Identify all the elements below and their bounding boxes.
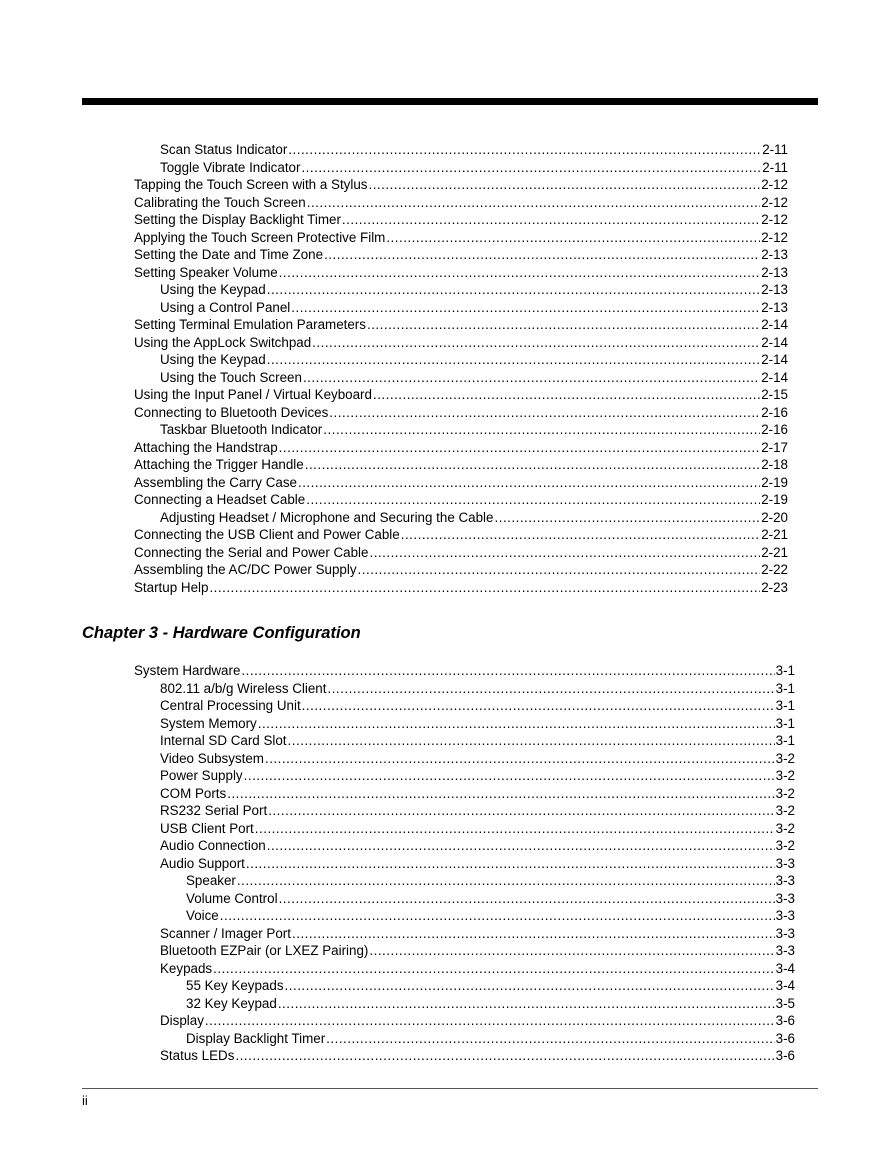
toc-entry-page: 3-1 xyxy=(775,698,795,713)
toc-entry[interactable] xyxy=(134,680,795,698)
toc-entry[interactable] xyxy=(134,890,795,908)
toc-entry-title: Connecting a Headset Cable xyxy=(134,492,306,507)
toc-leader-dots xyxy=(373,386,760,404)
toc-entry-page: 3-2 xyxy=(775,750,795,766)
toc-entry-page: 3-2 xyxy=(775,803,795,818)
toc-entry[interactable] xyxy=(134,211,788,229)
toc-entry-title: Connecting to Bluetooth Devices xyxy=(134,404,329,420)
toc-leader-dots xyxy=(279,890,775,908)
toc-entry[interactable] xyxy=(134,820,795,838)
toc-leader-dots xyxy=(279,264,761,282)
toc-entry-title: Bluetooth EZPair (or LXEZ Pairing) xyxy=(160,943,369,958)
toc-entry[interactable] xyxy=(134,351,788,369)
toc-leader-dots xyxy=(288,141,761,159)
toc-leader-dots xyxy=(305,456,760,474)
toc-entry[interactable] xyxy=(134,1047,795,1065)
toc-entry-title: Internal SD Card Slot xyxy=(160,733,287,748)
toc-entry-page: 3-6 xyxy=(775,1048,795,1063)
toc-entry-page: 3-5 xyxy=(775,995,795,1011)
toc-entry-title: Using the Touch Screen xyxy=(160,369,302,385)
toc-entry-title: System Hardware xyxy=(134,663,241,678)
toc-leader-dots xyxy=(303,369,760,387)
toc-leader-dots xyxy=(220,907,775,925)
toc-leader-dots xyxy=(227,785,774,803)
toc-entry-title: Toggle Vibrate Indicator xyxy=(160,159,301,175)
toc-entry[interactable] xyxy=(134,561,788,579)
toc-entry-page: 3-2 xyxy=(775,785,795,801)
toc-entry[interactable] xyxy=(134,942,795,960)
toc-entry-title: Using the AppLock Switchpad xyxy=(134,334,312,350)
toc-entry[interactable] xyxy=(134,299,788,317)
toc-entry[interactable] xyxy=(134,246,788,264)
toc-entry[interactable] xyxy=(134,544,788,562)
toc-leader-dots xyxy=(255,820,775,838)
toc-entry[interactable] xyxy=(134,697,795,715)
toc-leader-dots xyxy=(329,404,760,422)
toc-entry-title: Using a Control Panel xyxy=(160,299,291,315)
toc-entry[interactable] xyxy=(134,264,788,282)
toc-entry-page: 2-14 xyxy=(761,317,788,332)
toc-entry-page: 3-6 xyxy=(775,1013,795,1028)
toc-leader-dots xyxy=(302,697,775,715)
toc-leader-dots xyxy=(213,960,775,978)
toc-entry-page: 3-2 xyxy=(775,768,795,783)
toc-leader-dots xyxy=(401,526,760,544)
toc-leader-dots xyxy=(268,802,774,820)
toc-entry[interactable] xyxy=(134,750,795,768)
toc-leader-dots xyxy=(235,1047,774,1065)
toc-entry[interactable] xyxy=(134,526,788,544)
toc-entry-page: 3-1 xyxy=(775,715,795,731)
toc-entry[interactable] xyxy=(134,194,788,212)
toc-entry[interactable] xyxy=(134,509,788,527)
toc-leader-dots xyxy=(368,176,760,194)
toc-entry[interactable] xyxy=(134,925,795,943)
toc-entry-title: Central Processing Unit xyxy=(160,698,301,713)
toc-entry-page: 2-14 xyxy=(761,352,788,367)
toc-entry-title: System Memory xyxy=(160,715,257,731)
toc-entry[interactable] xyxy=(134,977,795,995)
toc-entry-title: Setting Terminal Emulation Parameters xyxy=(134,317,366,332)
toc-leader-dots xyxy=(298,474,760,492)
toc-entry[interactable] xyxy=(134,369,788,387)
toc-entry-title: Using the Keypad xyxy=(160,282,266,297)
page-number: ii xyxy=(82,1093,88,1108)
toc-entry-title: RS232 Serial Port xyxy=(160,803,268,818)
toc-entry-page: 3-1 xyxy=(775,680,795,696)
toc-leader-dots xyxy=(386,229,760,247)
toc-entry-page: 2-12 xyxy=(761,212,788,227)
toc-entry-page: 3-3 xyxy=(775,908,795,923)
header-rule xyxy=(82,98,818,105)
toc-entry-page: 3-3 xyxy=(775,890,795,906)
toc-entry[interactable] xyxy=(134,491,788,509)
toc-entry-title: Scanner / Imager Port xyxy=(160,925,291,941)
toc-leader-dots xyxy=(369,942,774,960)
toc-entry-title: Setting the Date and Time Zone xyxy=(134,247,324,262)
toc-entry-title: Calibrating the Touch Screen xyxy=(134,194,306,210)
toc-leader-dots xyxy=(307,194,760,212)
toc-entry-title: USB Client Port xyxy=(160,820,254,836)
toc-entry-page: 2-20 xyxy=(761,509,788,525)
toc-leader-dots xyxy=(237,872,775,890)
toc-entry[interactable] xyxy=(134,960,795,978)
toc-entry[interactable] xyxy=(134,907,795,925)
toc-entry-page: 2-13 xyxy=(761,282,788,297)
footer-rule xyxy=(82,1088,818,1089)
toc-entry[interactable] xyxy=(134,767,795,785)
toc-leader-dots xyxy=(205,1012,775,1030)
toc-entry[interactable] xyxy=(134,579,788,597)
toc-entry-title: Power Supply xyxy=(160,768,243,783)
toc-leader-dots xyxy=(301,159,761,177)
toc-entry-title: Setting the Display Backlight Timer xyxy=(134,212,341,227)
toc-entry[interactable] xyxy=(134,715,795,733)
toc-leader-dots xyxy=(292,925,775,943)
toc-entry[interactable] xyxy=(134,404,788,422)
toc-entry[interactable] xyxy=(134,421,788,439)
toc-entry-page: 2-12 xyxy=(761,177,788,192)
toc-entry-title: 55 Key Keypads xyxy=(186,978,284,993)
toc-entry[interactable] xyxy=(134,1030,795,1048)
toc-leader-dots xyxy=(285,977,775,995)
toc-entry-page: 3-2 xyxy=(775,820,795,836)
toc-entry[interactable] xyxy=(134,855,795,873)
toc-entry-title: Scan Status Indicator xyxy=(160,142,288,157)
toc-entry-page: 2-13 xyxy=(761,299,788,315)
toc-entry-page: 2-13 xyxy=(761,247,788,262)
toc-entry-page: 3-6 xyxy=(775,1030,795,1046)
toc-entry-page: 2-19 xyxy=(761,474,788,490)
toc-entry-page: 2-21 xyxy=(761,544,788,560)
toc-entry-title: Status LEDs xyxy=(160,1048,235,1063)
toc-entry-title: 802.11 a/b/g Wireless Client xyxy=(160,680,327,696)
toc-entry[interactable] xyxy=(134,281,788,299)
toc-entry[interactable] xyxy=(134,1012,795,1030)
toc-entry-title: Speaker xyxy=(186,873,236,888)
toc-entry-page: 2-18 xyxy=(761,457,788,472)
toc-entry-page: 2-17 xyxy=(761,439,788,455)
toc-entry-page: 2-15 xyxy=(761,387,788,402)
toc-entry-title: Display Backlight Timer xyxy=(186,1030,326,1046)
toc-entry-page: 2-19 xyxy=(761,492,788,507)
toc-entry-page: 2-16 xyxy=(761,404,788,420)
toc-leader-dots xyxy=(324,246,760,264)
toc-entry-page: 3-4 xyxy=(775,960,795,976)
toc-entry-title: Using the Keypad xyxy=(160,352,266,367)
toc-entry-title: Audio Support xyxy=(160,855,245,871)
toc-entry-title: Adjusting Headset / Microphone and Securing the Cable xyxy=(160,509,494,525)
toc-leader-dots xyxy=(278,995,775,1013)
toc-entry-title: Video Subsystem xyxy=(160,750,264,766)
toc-leader-dots xyxy=(312,334,760,352)
toc-entry-title: Attaching the Handstrap xyxy=(134,439,278,455)
toc-entry-page: 2-12 xyxy=(761,194,788,210)
toc-leader-dots xyxy=(267,837,775,855)
toc-leader-dots xyxy=(306,491,760,509)
toc-entry-page: 2-12 xyxy=(761,229,788,245)
toc-leader-dots xyxy=(265,750,775,768)
toc-entry[interactable] xyxy=(134,837,795,855)
toc-entry-page: 2-14 xyxy=(761,369,788,385)
toc-leader-dots xyxy=(369,544,760,562)
toc-entry-title: Connecting the USB Client and Power Cable xyxy=(134,527,400,542)
toc-entry-title: Startup Help xyxy=(134,579,209,595)
toc-leader-dots xyxy=(358,561,761,579)
toc-leader-dots xyxy=(342,211,760,229)
toc-entry-page: 2-11 xyxy=(762,142,788,157)
toc-entry[interactable] xyxy=(134,176,788,194)
toc-entry[interactable] xyxy=(134,662,795,680)
chapter-heading: Chapter 3 - Hardware Configuration xyxy=(82,624,361,642)
toc-entry-title: Volume Control xyxy=(186,890,278,906)
toc-entry[interactable] xyxy=(134,141,788,159)
toc-entry-page: 3-4 xyxy=(775,978,795,993)
toc-entry[interactable] xyxy=(134,159,788,177)
toc-leader-dots xyxy=(279,439,761,457)
toc-entry-title: Tapping the Touch Screen with a Stylus xyxy=(134,177,368,192)
toc-entry-title: Setting Speaker Volume xyxy=(134,264,278,280)
toc-entry-title: Taskbar Bluetooth Indicator xyxy=(160,422,323,437)
toc-entry-title: Attaching the Trigger Handle xyxy=(134,457,304,472)
toc-leader-dots xyxy=(323,421,760,439)
toc-leader-dots xyxy=(258,715,775,733)
toc-entry-title: Connecting the Serial and Power Cable xyxy=(134,544,369,560)
toc-entry-title: Display xyxy=(160,1013,204,1028)
toc-entry-title: Keypads xyxy=(160,960,213,976)
toc-leader-dots xyxy=(244,767,775,785)
toc-entry-title: Voice xyxy=(186,908,219,923)
toc-leader-dots xyxy=(267,351,760,369)
toc-leader-dots xyxy=(267,281,760,299)
toc-entry[interactable] xyxy=(134,386,788,404)
toc-section-chapter-2 xyxy=(134,141,788,596)
toc-entry-page: 3-1 xyxy=(775,663,795,678)
toc-entry-title: COM Ports xyxy=(160,785,227,801)
toc-leader-dots xyxy=(246,855,775,873)
toc-leader-dots xyxy=(241,662,774,680)
toc-entry-page: 2-11 xyxy=(762,159,788,175)
toc-leader-dots xyxy=(327,680,774,698)
toc-leader-dots xyxy=(209,579,760,597)
toc-entry-title: 32 Key Keypad xyxy=(186,995,277,1011)
toc-entry[interactable] xyxy=(134,439,788,457)
toc-leader-dots xyxy=(495,509,761,527)
toc-entry[interactable] xyxy=(134,802,795,820)
toc-entry-title: Using the Input Panel / Virtual Keyboard xyxy=(134,387,372,402)
toc-entry-page: 3-3 xyxy=(775,873,795,888)
toc-leader-dots xyxy=(367,316,760,334)
toc-entry-page: 3-1 xyxy=(775,733,795,748)
toc-entry-title: Assembling the AC/DC Power Supply xyxy=(134,562,357,577)
toc-entry[interactable] xyxy=(134,995,795,1013)
toc-leader-dots xyxy=(291,299,760,317)
toc-entry-page: 3-3 xyxy=(775,925,795,941)
toc-entry-title: Assembling the Carry Case xyxy=(134,474,297,490)
toc-entry-title: Audio Connection xyxy=(160,838,266,853)
toc-entry[interactable] xyxy=(134,732,795,750)
toc-entry-page: 2-22 xyxy=(761,562,788,577)
toc-entry[interactable] xyxy=(134,474,788,492)
toc-leader-dots xyxy=(326,1030,774,1048)
toc-section-chapter-3 xyxy=(134,662,795,1065)
toc-entry-page: 2-13 xyxy=(761,264,788,280)
toc-entry[interactable] xyxy=(134,334,788,352)
toc-entry-title: Applying the Touch Screen Protective Film xyxy=(134,229,386,245)
toc-leader-dots xyxy=(288,732,775,750)
toc-entry-page: 2-16 xyxy=(761,422,788,437)
toc-entry[interactable] xyxy=(134,872,795,890)
toc-entry[interactable] xyxy=(134,785,795,803)
toc-entry-page: 3-3 xyxy=(775,943,795,958)
toc-entry-page: 2-21 xyxy=(761,527,788,542)
toc-entry-page: 3-3 xyxy=(775,855,795,871)
toc-entry[interactable] xyxy=(134,456,788,474)
toc-entry[interactable] xyxy=(134,229,788,247)
toc-entry-page: 2-14 xyxy=(761,334,788,350)
toc-entry-page: 2-23 xyxy=(761,579,788,595)
toc-entry[interactable] xyxy=(134,316,788,334)
toc-entry-page: 3-2 xyxy=(775,838,795,853)
